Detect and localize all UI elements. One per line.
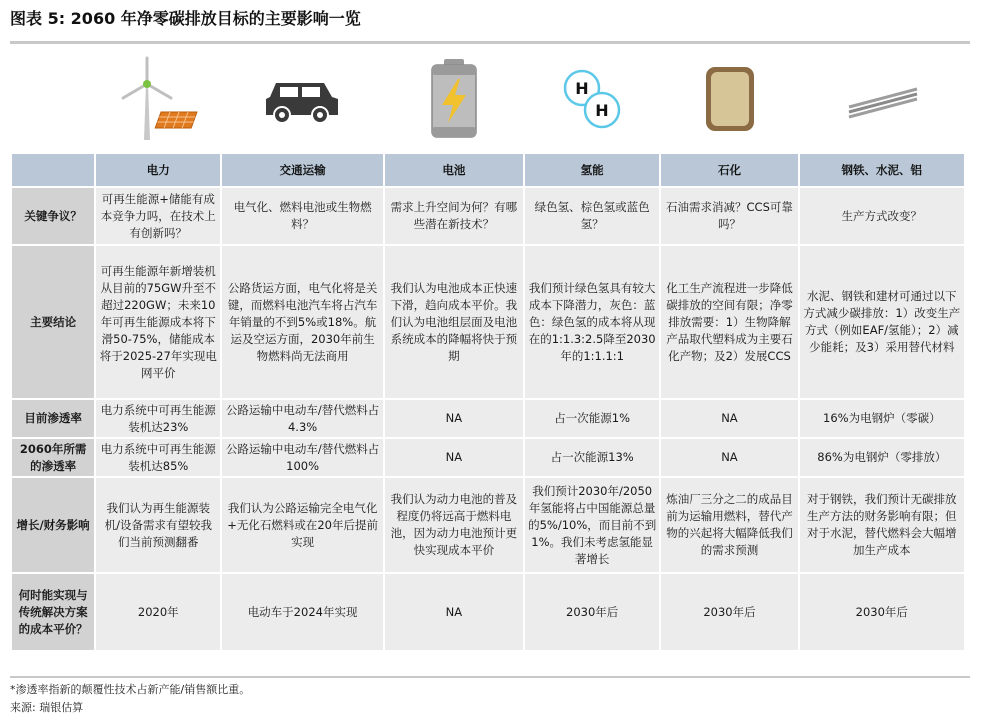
col-header-power: 电力 <box>96 154 220 186</box>
table-cell: NA <box>661 439 797 476</box>
table-cell: NA <box>385 400 523 437</box>
table-cell: 我们预计绿色氢具有较大成本下降潜力，灰色：蓝色：绿色氢的成本将从现在的1:1.3:2.5降至2030年的1:1.1:1 <box>525 246 659 398</box>
footnote: *渗透率指新的颠覆性技术占新产能/销售额比重。 <box>10 683 251 696</box>
table-cell: NA <box>661 400 797 437</box>
table-cell: 炼油厂三分之二的成品目前为运输用燃料，替代产物的兴起将大幅降低我们的需求预测 <box>661 478 797 572</box>
table-header-row <box>12 154 964 186</box>
table-cell: 公路货运方面，电气化将是关键，而燃料电池汽车将占汽车年销量的不到5%或18%。航运及空运方面，2030年前生物燃料尚无法商用 <box>222 246 382 398</box>
steel-bars-icon <box>800 48 966 150</box>
table-cell: 我们认为公路运输完全电气化+无化石燃料或在20年后提前实现 <box>222 478 382 572</box>
table-row <box>12 478 964 572</box>
page-title: 图表 5: 2060 年净零碳排放目标的主要影响一览 <box>10 9 361 28</box>
car-icon <box>222 48 382 150</box>
table-cell: 2020年 <box>96 574 220 650</box>
table-cell: 电气化、燃料电池或生物燃料？ <box>222 188 382 244</box>
table-cell: 我们认为动力电池的普及程度仍将远高于燃料电池，因为动力电池预计更快实现成本平价 <box>385 478 523 572</box>
table-cell: 化工生产流程进一步降低碳排放的空间有限；净零排放需要：1）生物降解产品取代塑料成为主要石化产物；及2）发展CCS <box>661 246 797 398</box>
table-row <box>12 574 964 650</box>
table-cell: 生产方式改变？ <box>800 188 964 244</box>
solar-panel-icon <box>155 112 197 128</box>
row-label: 目前渗透率 <box>12 400 94 437</box>
h-label-2: H <box>595 101 609 120</box>
table-row <box>12 246 964 398</box>
table-row <box>12 188 964 244</box>
table-cell: 2030年后 <box>800 574 964 650</box>
table-cell: 我们认为电池成本正快速下滑，趋向成本平价。我们认为电池组层面及电池系统成本的降幅将快于预期 <box>385 246 523 398</box>
table-cell: 电动车于2024年实现 <box>222 574 382 650</box>
table-cell: 我们预计2030年/2050年氢能将占中国能源总量的5%/10%，而目前不到1%。我们未考虑氢能显著增长 <box>525 478 659 572</box>
col-header-petrochem: 石化 <box>661 154 797 186</box>
table-cell: 2030年后 <box>661 574 797 650</box>
table-cell: 可再生能源年新增装机从目前的75GW升至不超过220GW；未来10年可再生能源成本将下滑50-75%，储能成本将于2025-27年实现电网平价 <box>96 246 220 398</box>
table-cell: 86%为电钢炉（零排放） <box>800 439 964 476</box>
col-header-steel: 钢铁、水泥、铝 <box>800 154 964 186</box>
table-cell: 需求上升空间为何？有哪些潜在新技术？ <box>385 188 523 244</box>
wind-turbine-icon <box>96 48 220 150</box>
table-cell: 绿色氢、棕色氢或蓝色氢？ <box>525 188 659 244</box>
table-cell: 占一次能源13% <box>525 439 659 476</box>
table-cell: 公路运输中电动车/替代燃料占100% <box>222 439 382 476</box>
table-cell: NA <box>385 574 523 650</box>
impact-table <box>10 152 966 652</box>
top-divider <box>10 41 970 44</box>
row-label: 主要结论 <box>12 246 94 398</box>
battery-icon <box>384 48 524 150</box>
table-cell: 我们认为再生能源装机/设备需求有望较我们当前预测翻番 <box>96 478 220 572</box>
table-cell: 对于钢铁，我们预计无碳排放生产方法的财务影响有限；但对于水泥，替代燃料会大幅增加生产成本 <box>800 478 964 572</box>
oil-tank-icon <box>662 48 798 150</box>
table-cell: 公路运输中电动车/替代燃料占4.3% <box>222 400 382 437</box>
row-label: 何时能实现与传统解决方案的成本平价？ <box>12 574 94 650</box>
table-cell: NA <box>385 439 523 476</box>
col-header-battery: 电池 <box>385 154 523 186</box>
table-cell: 16%为电钢炉（零碳） <box>800 400 964 437</box>
table-cell: 可再生能源+储能有成本竞争力吗，在技术上有创新吗？ <box>96 188 220 244</box>
table-cell: 占一次能源1% <box>525 400 659 437</box>
table-cell: 2030年后 <box>525 574 659 650</box>
col-header-hydrogen: 氢能 <box>525 154 659 186</box>
table-cell: 电力系统中可再生能源装机达85% <box>96 439 220 476</box>
table-cell: 石油需求消减？CCS可靠吗？ <box>661 188 797 244</box>
header-corner <box>12 154 94 186</box>
table-row <box>12 439 964 476</box>
col-header-transport: 交通运输 <box>222 154 382 186</box>
sector-icons-row <box>10 48 970 150</box>
row-label: 增长/财务影响 <box>12 478 94 572</box>
hydrogen-molecule-icon <box>526 48 660 150</box>
row-label: 2060年所需的渗透率 <box>12 439 94 476</box>
table-row <box>12 400 964 437</box>
table-cell: 水泥、钢铁和建材可通过以下方式减少碳排放：1）改变生产方式（例如EAF/氢能）；2）减少能耗；及3）采用替代材料 <box>800 246 964 398</box>
source-note: 来源: 瑞银估算 <box>10 701 84 714</box>
row-label: 关键争议？ <box>12 188 94 244</box>
h-label-1: H <box>575 79 589 98</box>
table-cell: 电力系统中可再生能源装机达23% <box>96 400 220 437</box>
bottom-divider <box>10 676 970 678</box>
